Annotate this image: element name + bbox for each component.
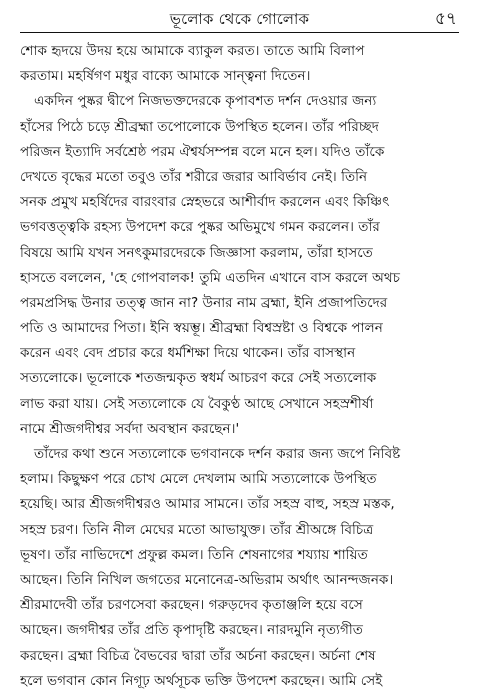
text-line: পরিজন ইত্যাদি সর্বশ্রেষ্ঠ পরম ঐশ্বর্যসম্পন্ন বলে মনে হল। যদিও তাঁকে bbox=[20, 143, 385, 160]
text-line: হলাম। কিছুক্ষণ পরে চোখ মেলে দেখলাম আমি সত্যলোকে উপস্থিত bbox=[20, 471, 377, 488]
text-line: নামে শ্রীজগদীশ্বর সর্বদা অবস্থান করছেন।' bbox=[20, 420, 240, 437]
text-line: আছেন। তিনি নিখিল জগতের মনোনেত্র-অভিরাম অর্থাৎ আনন্দজনক। bbox=[20, 571, 394, 588]
text-line: তাঁদের কথা শুনে সত্যলোকে ভগবানকে দর্শন করার জন্য জপে নিবিষ্ট bbox=[34, 446, 401, 462]
text-line: পরমপ্রসিদ্ধ উনার তত্ত্ব জান না? উনার নাম ব্রহ্মা, ইনি প্রজাপতিদের bbox=[20, 294, 388, 311]
text-line: আছেন। জগদীশ্বর তাঁর প্রতি কৃপাদৃষ্টি করছেন। নারদমুনি নৃত্যগীত bbox=[20, 622, 363, 639]
text-line: সত্যলোকে। ভূলোকে শতজন্মকৃত স্বধর্ম আচরণ করে সেই সত্যলোক bbox=[20, 370, 377, 387]
body-text bbox=[20, 39, 459, 694]
text-line: পতি ও আমাদের পিতা। ইনি স্বয়ম্ভূ। শ্রীব্রহ্মা বিশ্বস্রষ্টা ও বিশ্বকে পালন bbox=[20, 320, 383, 337]
text-line: ভগবত্তত্ত্বকি রহস্য উপদেশ করে পুষ্কর অভিমুখে গমন করলেন। তাঁর bbox=[20, 219, 380, 236]
paragraph bbox=[20, 442, 459, 694]
paragraph bbox=[20, 89, 459, 442]
text-line: বিষয়ে আমি যখন সনৎকুমারদেরকে জিজ্ঞাসা করলাম, তাঁরা হাসতে bbox=[20, 244, 373, 261]
text-line: করছেন। ব্রহ্মা বিচিত্র বৈভবের দ্বারা তাঁর অর্চনা করছেন। অর্চনা শেষ bbox=[20, 647, 376, 664]
text-line: করেন এবং বেদ প্রচার করে ধর্মশিক্ষা দিয়ে থাকেন। তাঁর বাসস্থান bbox=[20, 345, 356, 362]
text-line: করতাম। মহর্ষিগণ মধুর বাক্যে আমাকে সান্ত্বনা দিতেন। bbox=[20, 68, 311, 85]
text-line: হাসতে বললেন, 'হে গোপবালক! তুমি এতদিন এখানে বাস করলে অথচ bbox=[20, 269, 401, 286]
page-number: ৫৭ bbox=[434, 9, 457, 29]
text-line: লাভ করা যায়। সেই সত্যলোকে যে বৈকুণ্ঠ আছে সেখানে সহস্রশীর্ষা bbox=[20, 395, 374, 412]
text-line: হাঁসের পিঠে চড়ে শ্রীব্রহ্মা তপোলোকে উপস্থিত হলেন। তাঁর পরিচ্ছদ bbox=[20, 118, 379, 135]
text-line: শোক হৃদয়ে উদয় হয়ে আমাকে ব্যাকুল করত। তাতে আমি বিলাপ bbox=[20, 43, 365, 59]
text-line: হলে ভগবান কোন নিগূঢ় অর্থসূচক ভক্তি উপদেশ করছেন। আমি সেই bbox=[20, 672, 383, 689]
text-line: সহস্র চরণ। তিনি নীল মেঘের মতো আভাযুক্ত। তাঁর শ্রীঅঙ্গে বিচিত্র bbox=[20, 521, 374, 538]
running-title: ভূলোক থেকে গোলোক bbox=[169, 10, 310, 28]
text-line: সনক প্রমুখ মহর্ষিদের বারংবার স্নেহভরে আশীর্বাদ করলেন এবং কিঞ্চিৎ bbox=[20, 194, 390, 211]
text-line: শ্রীরমাদেবী তাঁর চরণসেবা করছেন। গরুড়দেব কৃতাঞ্জলি হয়ে বসে bbox=[20, 597, 363, 614]
text-line: হয়েছি। আর শ্রীজগদীশ্বরও আমার সামনে। তাঁর সহস্র বাহু, সহস্র মস্তক, bbox=[20, 496, 395, 513]
text-line: দেখতে বৃদ্ধের মতো তবুও তাঁর শরীরে জরার আবির্ভাব নেই। তিনি bbox=[20, 168, 368, 185]
text-line: ভূষণ। তাঁর নাভিদেশে প্রফুল্ল কমল। তিনি শেষনাগের শয্যায় শায়িত bbox=[20, 546, 368, 563]
page-header bbox=[20, 6, 459, 33]
text-line: একদিন পুষ্কর দ্বীপে নিজভক্তদেরকে কৃপাবশত দর্শন দেওয়ার জন্য bbox=[34, 93, 377, 110]
paragraph bbox=[20, 39, 459, 89]
